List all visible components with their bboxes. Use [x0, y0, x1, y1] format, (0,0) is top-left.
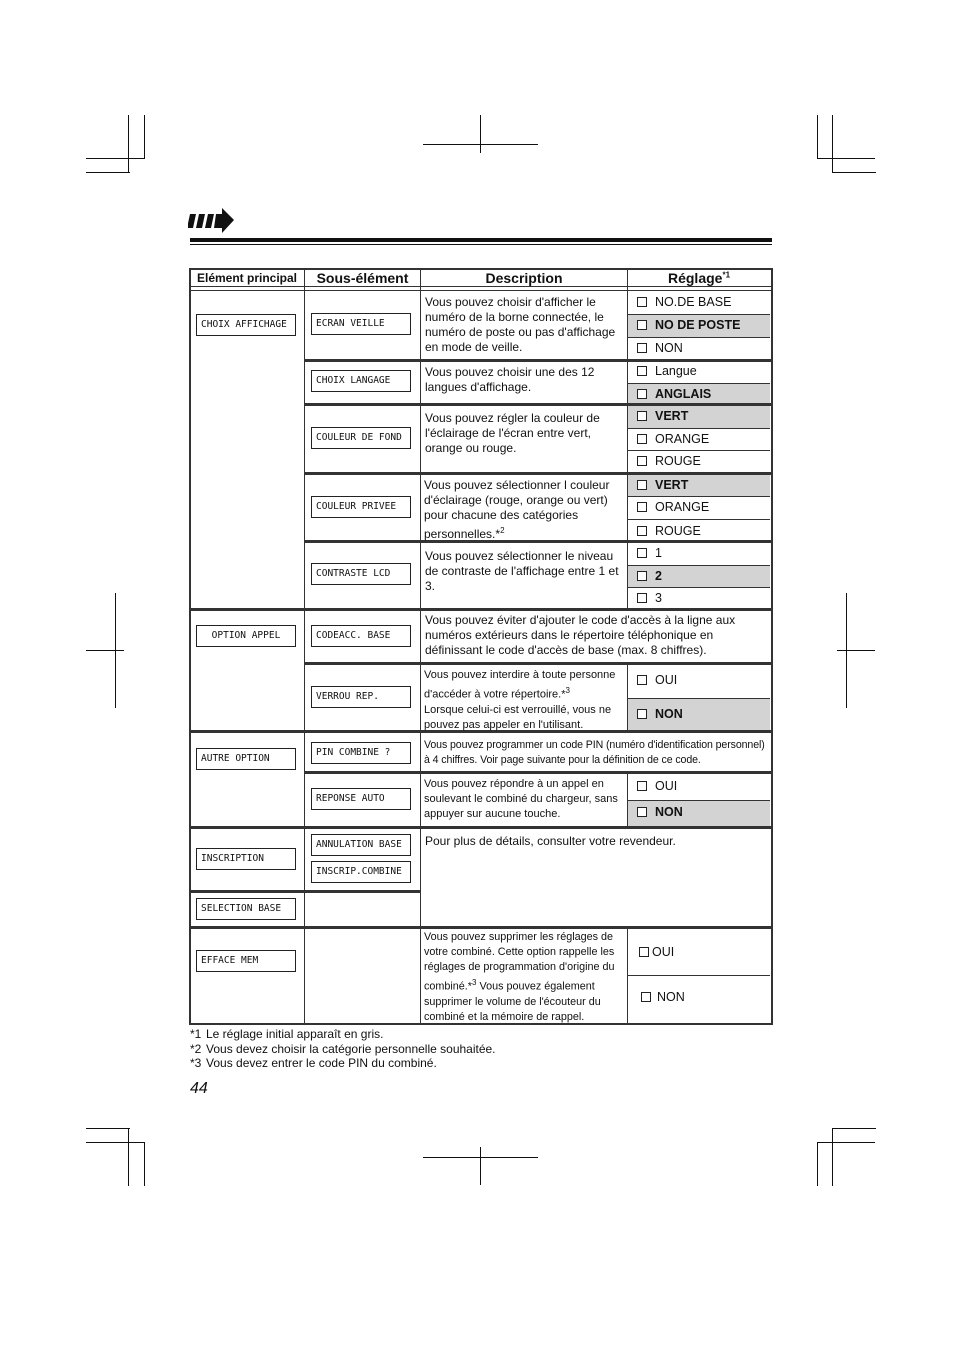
submenu-reponse-auto[interactable]: REPONSE AUTO	[311, 788, 411, 810]
submenu-verrou-rep[interactable]: VERROU REP.	[311, 686, 411, 708]
crop-mark	[817, 115, 818, 159]
option-reponse-non[interactable]	[637, 801, 683, 823]
submenu-pin-combine[interactable]: PIN COMBINE ?	[311, 742, 411, 764]
description-verrou	[424, 668, 626, 733]
footnote-mark: *2	[190, 1042, 202, 1056]
submenu-ecran-veille[interactable]: ECRAN VEILLE	[311, 313, 411, 335]
checkbox-icon	[637, 781, 647, 791]
crop-mark	[86, 1128, 130, 1129]
column-line	[304, 269, 305, 1024]
option-orange[interactable]	[637, 428, 709, 450]
crop-mark	[832, 115, 833, 173]
footnote-1	[190, 1027, 383, 1041]
crop-mark	[144, 115, 145, 159]
description-text: Vous pouvez supprimer les réglages de votre combiné. Cette option rappelle les réglages de programmation d'origine du combiné.*	[424, 931, 615, 993]
footnote-mark: *3	[190, 1056, 202, 1070]
checkbox-icon	[637, 320, 647, 330]
row-line	[305, 359, 771, 362]
option-label: ROUGE	[655, 454, 701, 468]
option-label: OUI	[652, 945, 675, 959]
checkbox-icon	[637, 675, 647, 685]
option-label: NON	[657, 990, 685, 1004]
crop-mark	[480, 115, 481, 153]
option-label: 3	[655, 591, 662, 605]
description-inscription: Pour plus de détails, consulter votre revendeur.	[425, 834, 676, 848]
crop-mark	[480, 1147, 481, 1185]
option-contraste-1[interactable]	[637, 542, 662, 564]
header-setting-label: Réglage	[667, 270, 723, 286]
option-vert[interactable]	[637, 405, 688, 427]
footnote-ref: 3	[472, 978, 477, 987]
checkbox-icon	[637, 571, 647, 581]
option-label: NON	[655, 707, 683, 721]
header-setting	[628, 270, 770, 286]
option-label: NO.DE BASE	[655, 295, 732, 309]
checkbox-icon	[637, 807, 647, 817]
option-label: ANGLAIS	[655, 387, 712, 401]
footnote-text: Vous devez entrer le code PIN du combiné.	[206, 1056, 437, 1070]
option-anglais[interactable]	[637, 383, 711, 405]
option-langue[interactable]	[637, 360, 697, 382]
description-ecran-veille: Vous pouvez choisir d'afficher le numéro de la borne connectée, le numéro de poste ou pas d'affichage en mode de veille.	[425, 295, 616, 354]
footnote-ref: *1	[722, 270, 731, 280]
option-label: VERT	[655, 409, 689, 423]
crop-mark	[86, 172, 130, 173]
header-divider	[190, 286, 772, 287]
option-efface-oui[interactable]	[639, 941, 674, 963]
checkbox-icon	[637, 593, 647, 603]
submenu-choix-langage[interactable]: CHOIX LANGAGE	[311, 370, 411, 392]
description-contraste: Vous pouvez sélectionner le niveau de contraste de l'affichage entre 1 et 3.	[425, 549, 619, 593]
section-line	[190, 926, 772, 929]
crop-mark	[817, 1142, 875, 1143]
crop-mark	[832, 172, 876, 173]
option-label: NON	[655, 341, 683, 355]
description-choix-langage: Vous pouvez choisir une des 12 langues d'affichage.	[425, 365, 595, 394]
page-number: 44	[190, 1080, 208, 1097]
submenu-codeacc-base[interactable]: CODEACC. BASE	[311, 625, 411, 647]
submenu-annulation-base[interactable]: ANNULATION BASE	[311, 834, 411, 856]
option-vert-privee[interactable]	[637, 474, 688, 496]
checkbox-icon	[637, 343, 647, 353]
crop-mark	[817, 1142, 818, 1186]
footnote-text: Vous devez choisir la catégorie personnelle souhaitée.	[206, 1042, 496, 1056]
row-line	[190, 890, 421, 893]
header-element: Elément principal	[196, 271, 298, 285]
option-no-de-base[interactable]	[637, 291, 731, 313]
option-label: 2	[655, 569, 662, 583]
option-label: OUI	[655, 779, 678, 793]
row-line	[628, 975, 770, 976]
option-verrou-oui[interactable]	[637, 669, 677, 691]
description-text: Lorsque celui-ci est verrouillé, vous ne pouvez pas appeler en l'utilisant.	[424, 703, 612, 731]
option-orange-privee[interactable]	[637, 496, 709, 518]
crop-mark	[86, 650, 124, 651]
column-line	[627, 928, 628, 1024]
checkbox-icon	[641, 992, 651, 1002]
crop-mark	[832, 1128, 876, 1129]
description-text: Vous pouvez sélectionner l couleur d'éclairage (rouge, orange ou vert) pour chacune des catégories personnelles.*	[424, 478, 610, 541]
option-efface-non[interactable]	[641, 986, 685, 1008]
section-line	[190, 826, 772, 829]
row-line	[628, 698, 770, 699]
menu-choix-affichage[interactable]: CHOIX AFFICHAGE	[196, 314, 296, 336]
checkbox-icon	[637, 389, 647, 399]
menu-selection-base[interactable]: SELECTION BASE	[196, 898, 296, 920]
header-rule	[190, 238, 772, 242]
description-reponse: Vous pouvez répondre à un appel en soulevant le combiné du chargeur, sans appuyer sur aucune touche.	[424, 778, 618, 820]
menu-autre-option[interactable]: AUTRE OPTION	[196, 748, 296, 770]
crop-mark	[86, 1142, 144, 1143]
footnote-ref: 2	[500, 526, 505, 535]
submenu-couleur-privee[interactable]: COULEUR PRIVEE	[311, 496, 411, 518]
checkbox-icon	[637, 434, 647, 444]
option-no-de-poste[interactable]	[637, 314, 740, 336]
description-couleur-fond: Vous pouvez régler la couleur de l'éclairage de l'écran entre vert, orange ou rouge.	[425, 411, 600, 455]
menu-efface-mem[interactable]: EFFACE MEM	[196, 950, 296, 972]
header-sub-element: Sous-élément	[316, 270, 409, 286]
checkbox-icon	[639, 947, 649, 957]
crop-mark	[128, 115, 129, 173]
checkbox-icon	[637, 456, 647, 466]
row-line	[305, 472, 771, 475]
description-codeacc: Vous pouvez éviter d'ajouter le code d'accès à la ligne aux numéros extérieurs dans le répertoire téléphonique en définissant le code d'accès de base (max. 8 chiffres).	[425, 613, 736, 657]
footnote-ref: 3	[565, 686, 570, 695]
footnote-3	[190, 1056, 437, 1070]
checkbox-icon	[637, 366, 647, 376]
column-line	[627, 664, 628, 731]
header-description: Description	[485, 270, 563, 286]
submenu-inscrip-combine[interactable]: INSCRIP.COMBINE	[311, 861, 411, 883]
crop-mark	[837, 650, 875, 651]
checkbox-icon	[637, 480, 647, 490]
description-text: Vous pouvez interdire à toute personne d'accéder à votre répertoire.*	[424, 669, 616, 701]
header-rule-thin	[190, 244, 772, 245]
checkbox-icon	[637, 526, 647, 536]
option-label: ORANGE	[655, 432, 710, 446]
option-label: VERT	[655, 478, 689, 492]
column-line	[420, 269, 421, 1024]
continuation-arrow-icon	[188, 206, 236, 234]
column-line	[627, 773, 628, 827]
crop-mark	[832, 1128, 833, 1186]
checkbox-icon	[637, 502, 647, 512]
footnote-2	[190, 1042, 496, 1056]
row-line	[305, 771, 771, 774]
option-contraste-3[interactable]	[637, 587, 662, 609]
description-text: Vous pouvez également supprimer le volume de l'écouteur du combiné et la mémoire de rappel.	[424, 980, 601, 1023]
option-rouge[interactable]	[637, 450, 701, 472]
section-line	[190, 608, 772, 611]
menu-inscription[interactable]: INSCRIPTION	[196, 848, 296, 870]
checkbox-icon	[637, 297, 647, 307]
crop-mark	[144, 1142, 145, 1186]
checkbox-icon	[637, 411, 647, 421]
option-verrou-non[interactable]	[637, 703, 683, 725]
description-efface	[424, 930, 627, 1025]
menu-option-appel[interactable]: OPTION APPEL	[196, 625, 296, 647]
checkbox-icon	[637, 548, 647, 558]
submenu-couleur-fond[interactable]: COULEUR DE FOND	[311, 427, 411, 449]
column-line	[627, 269, 628, 610]
checkbox-icon	[637, 709, 647, 719]
submenu-contraste-lcd[interactable]: CONTRASTE LCD	[311, 563, 411, 585]
option-reponse-oui[interactable]	[637, 775, 677, 797]
description-pin: Vous pouvez programmer un code PIN (numéro d'identification personnel) à 4 chiffres. Voir page suivante pour la définition de ce code.	[424, 739, 765, 766]
option-label: ORANGE	[655, 500, 710, 514]
crop-mark	[128, 1128, 129, 1186]
option-non[interactable]	[637, 337, 683, 359]
option-label: NON	[655, 805, 683, 819]
crop-mark	[86, 158, 144, 159]
option-contraste-2[interactable]	[637, 565, 662, 587]
option-label: OUI	[655, 673, 678, 687]
row-line	[305, 662, 771, 665]
option-rouge-privee[interactable]	[637, 520, 701, 542]
option-label: Langue	[655, 364, 697, 378]
option-label: NO DE POSTE	[655, 318, 741, 332]
footnote-text: Le réglage initial apparaît en gris.	[206, 1027, 384, 1041]
footnote-mark: *1	[190, 1027, 202, 1041]
option-label: ROUGE	[655, 524, 701, 538]
option-label: 1	[655, 546, 662, 560]
description-couleur-privee	[424, 478, 626, 542]
crop-mark	[817, 158, 875, 159]
